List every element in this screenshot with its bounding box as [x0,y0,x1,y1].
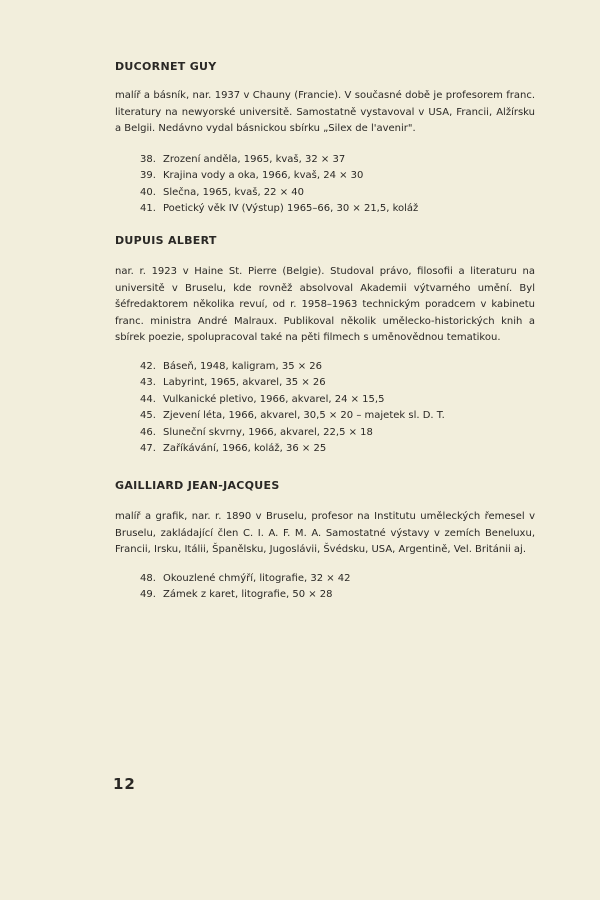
work-title: Zaříkávání, 1966, koláž, 36 × 25 [163,443,327,454]
works-list [115,359,535,458]
artist-bio: malíř a grafik, nar. r. 1890 v Bruselu, profesor na Institutu uměleckých řemesel v Bruselu, zakládající člen C. I. A. F. M. A. Samostatné výstavy v zemích Beneluxu, Francii, Irsku, Itálii, Španělsku, Jugoslávii, Švédsku, USA, Argentině, Vel. Británii aj. [115,511,535,555]
work-title: Slečna, 1965, kvaš, 22 × 40 [163,186,304,198]
work-title: Báseň, 1948, kaligram, 35 × 26 [163,360,323,372]
work-number: 40. [140,186,156,198]
work-title: Okouzlené chmýří, litografie, 32 × 42 [163,572,351,584]
work-title: Poetický věk IV (Výstup) 1965–66, 30 × 21,5, koláž [163,203,419,214]
work-item [140,168,535,185]
page-number: 12 [113,775,136,793]
work-number: 43. [140,377,156,388]
work-number: 47. [140,443,156,454]
artist-bio: malíř a básník, nar. 1937 v Chauny (Francie). V současné době je profesorem franc. literatury na newyorské universitě. Samostatně vystavoval v USA, Francii, Alžírsku a Belgii. Nedávno vydal básnickou sbírku „Silex de l'avenir". [115,90,535,134]
work-title: Krajina vody a oka, 1966, kvaš, 24 × 30 [163,170,364,181]
work-title: Labyrint, 1965, akvarel, 35 × 26 [163,377,326,388]
work-item [140,441,535,458]
work-title: Sluneční skvrny, 1966, akvarel, 22,5 × 18 [163,426,373,438]
artist-name: GAILLIARD JEAN-JACQUES [115,479,280,492]
work-item [140,392,535,409]
work-number: 39. [140,170,156,181]
work-item [140,408,535,425]
work-item [140,375,535,392]
works-list [115,152,535,218]
work-item [140,185,535,202]
work-title: Vulkanické pletivo, 1966, akvarel, 24 × 15,5 [163,393,385,405]
work-title: Zjevení léta, 1966, akvarel, 30,5 × 20 – majetek sl. D. T. [163,410,445,421]
work-number: 49. [140,589,156,600]
artist-entry-dupuis [115,234,535,458]
artist-name: DUPUIS ALBERT [115,234,217,247]
work-title: Zrození anděla, 1965, kvaš, 32 × 37 [163,153,346,165]
work-number: 45. [140,410,156,421]
work-title: Zámek z karet, litografie, 50 × 28 [163,589,333,600]
works-list [115,571,535,604]
work-number: 38. [140,153,156,165]
artist-entry-ducornet [115,60,535,218]
work-number: 46. [140,426,156,438]
artist-bio: nar. r. 1923 v Haine St. Pierre (Belgie). Studoval právo, filosofii a literaturu na universitě v Bruselu, kde rovněž absolvoval Akademii výtvarného umění. Byl šéfredaktorem několika revuí, od r. 1958–1963 technickým poradcem v kabinetu franc. ministra André Malraux. Publikoval několik umělecko-historických knih a sbírek poezie, spolupracoval také na pěti filmech s uměnovědnou tematikou. [115,266,535,343]
work-item [140,587,535,604]
work-number: 48. [140,572,156,584]
work-number: 41. [140,203,156,214]
artist-entry-gailliard [115,479,535,604]
work-item [140,201,535,218]
work-item [140,152,535,169]
artist-name: DUCORNET GUY [115,60,217,73]
work-item [140,359,535,376]
work-number: 44. [140,393,156,405]
work-number: 42. [140,360,156,372]
work-item [140,425,535,442]
work-item [140,571,535,588]
